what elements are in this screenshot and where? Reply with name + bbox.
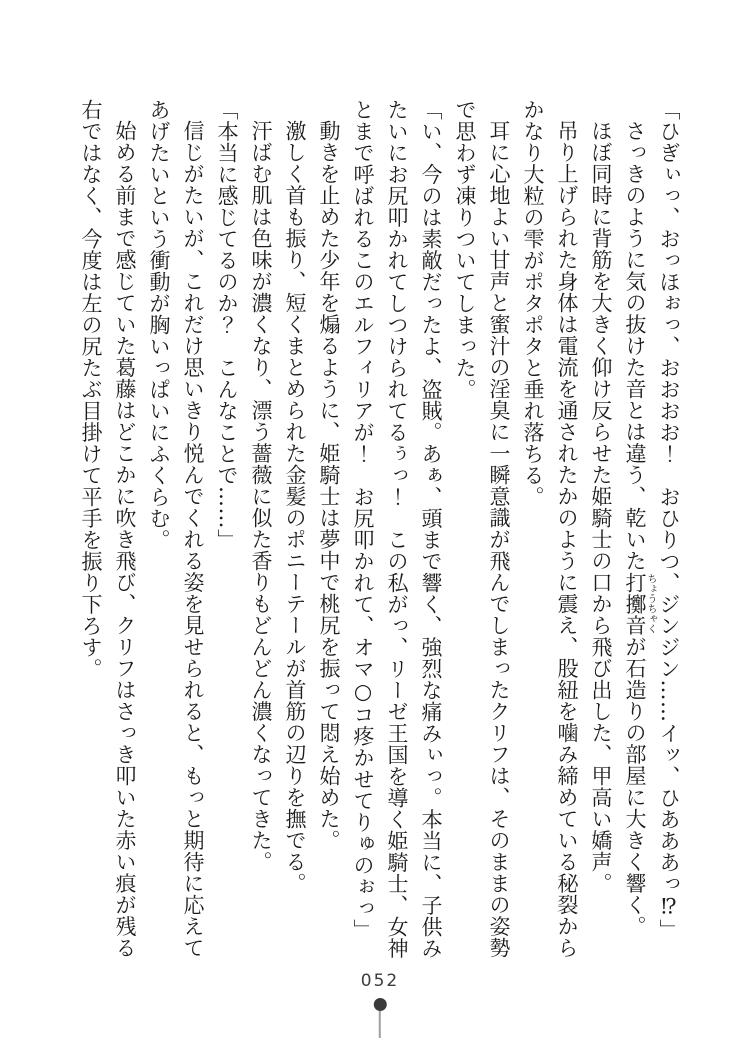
paragraph-7: 動きを止めた少年を煽るように、姫騎士は夢中で桃尻を振って悶え始めた。 <box>317 120 341 851</box>
page-footer <box>361 971 399 1038</box>
paragraph-dialogue-10: 「本当に感じてるのか？ こんなことで……」 <box>215 99 239 551</box>
paragraph-2 <box>618 99 656 965</box>
page-marker-line <box>379 1011 381 1038</box>
paragraph-9: 汗ばむ肌は色味が濃くなり、漂う薔薇に似た香りもどんどん濃くなってきた。 <box>249 120 273 873</box>
paragraph-dialogue-6: 「い、今のは素敵だったよ、盗賊。あぁ、頭まで響く、強烈な痛みぃっ。本当に、子供みたいにお尻叩かれてしつけられてるぅっ！ この私がっ、リーゼ王国を導く姫騎士、女神とまで呼ばれるこのエルフィリアが！ お尻叩かれて、オマ○コ疼かせてりゅのぉっ」 <box>351 99 443 959</box>
ruby-word <box>623 571 656 634</box>
paragraph-3: ほぼ同時に背筋を大きく仰け反らせた姫騎士の口から飛び出した、甲高い嬌声。 <box>589 120 613 894</box>
page-marker-dot-icon <box>373 998 386 1011</box>
paragraph-2-text-after: 音が石造りの部屋に大きく響く。 <box>623 614 647 937</box>
paragraph-11: 信じがたいが、これだけ思いきり悦んでくれる姿を見せられると、もっと期待に応えてあげたいという衝動が胸いっぱいにふくらむ。 <box>147 99 205 959</box>
paragraph-12: 始める前まで感じていた葛藤はどこかに吹き飛び、クリフはさっき叩いた赤い痕が残る右ではなく、今度は左の尻たぶ目掛けて平手を振り下ろす。 <box>79 99 137 959</box>
ruby-base: 打擲 <box>623 571 647 615</box>
page-number: 052 <box>360 971 400 991</box>
furigana: ちょうちゃく <box>645 573 656 634</box>
paragraph-8: 激しく首も振り、短くまとめられた金髪のポニーテールが首筋の辺りを撫でる。 <box>283 120 307 894</box>
paragraph-dialogue-1: 「ひぎぃっ、おっほぉっ、おおおお！ おひりつ、ジンジン……イッ、ひあああっ⁉」 <box>657 99 681 941</box>
paragraph-2-text-before: さっきのように気の抜けた音とは違う、乾いた <box>623 120 647 572</box>
paragraph-4: 吊り上げられた身体は電流を通されたかのように震え、股紐を噛み締めている秘裂からかなり大粒の雫がポタポタと垂れ落ちる。 <box>521 99 579 959</box>
paragraph-5: 耳に心地よい甘声と蜜汁の淫臭に一瞬意識が飛んでしまったクリフは、そのままの姿勢で思わず凍りついてしまった。 <box>453 99 511 959</box>
text-body <box>74 99 686 965</box>
